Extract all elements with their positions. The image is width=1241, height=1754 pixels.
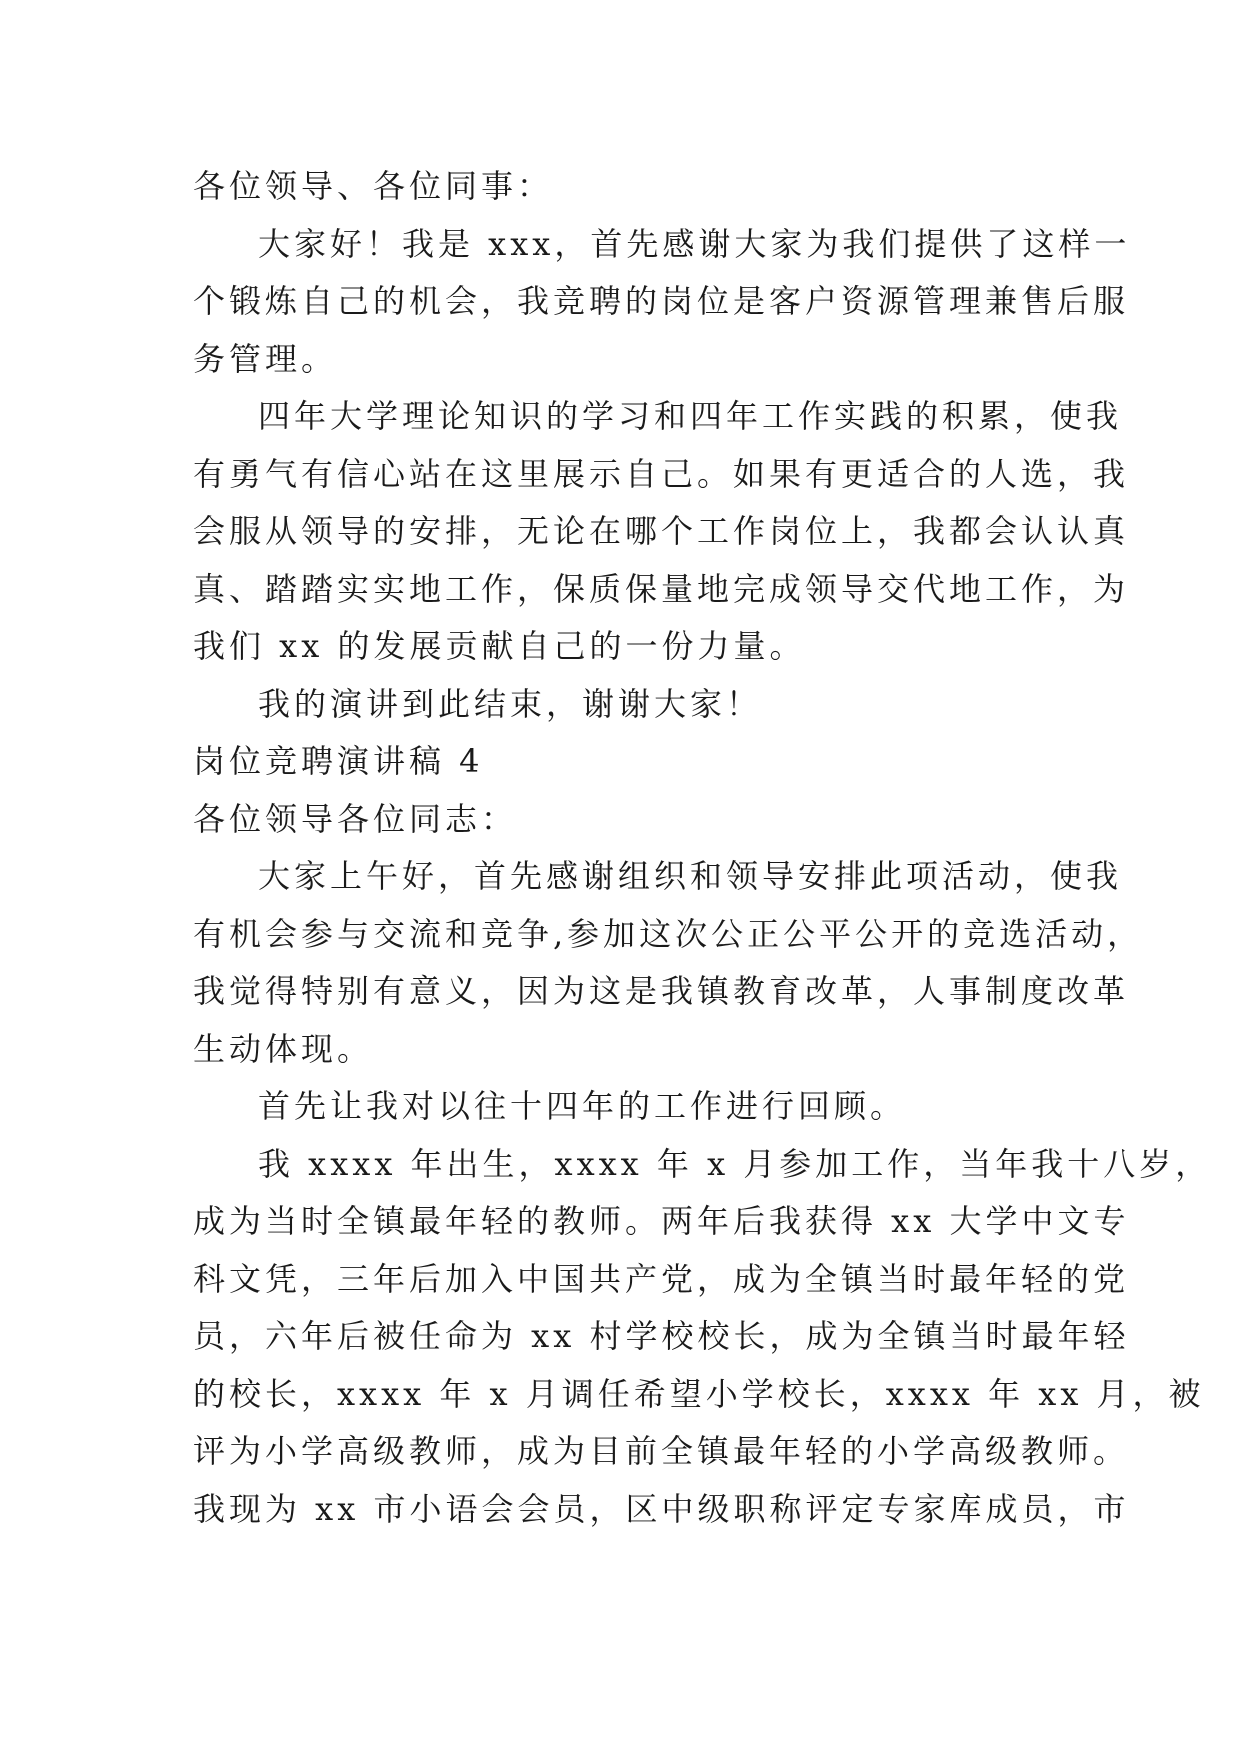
section-title: 岗位竞聘演讲稿 4 [193,742,484,780]
closing-line: 我的演讲到此结束，谢谢大家！ [258,684,763,723]
paragraph-line: 有机会参与交流和竞争,参加这次公正公平公开的竞选活动， [193,914,1144,953]
paragraph-line: 首先让我对以往十四年的工作进行回顾。 [258,1087,907,1125]
paragraph-line: 我们 xx 的发展贡献自己的一份力量。 [193,627,806,665]
paragraph-line: 务管理。 [193,339,338,378]
paragraph-line: 我觉得特别有意义，因为这是我镇教育改革，人事制度改革 [193,972,1130,1010]
paragraph-line: 我现为 xx 市小语会会员，区中级职称评定专家库成员，市 [193,1489,1130,1528]
paragraph-line: 四年大学理论知识的学习和四年工作实践的积累，使我 [258,397,1123,435]
salutation-line: 各位领导、各位同事： [193,167,554,205]
paragraph-line: 员，六年后被任命为 xx 村学校校长，成为全镇当时最年轻 [193,1317,1130,1355]
paragraph-line: 大家上午好，首先感谢组织和领导安排此项活动，使我 [258,857,1123,895]
paragraph-line: 大家好！我是 xxx，首先感谢大家为我们提供了这样一 [258,224,1131,263]
paragraph-line: 科文凭，三年后加入中国共产党，成为全镇当时最年轻的党 [193,1259,1130,1298]
document-body [193,158,1212,1538]
paragraph-line: 我 xxxx 年出生，xxxx 年 x 月参加工作，当年我十八岁， [258,1144,1212,1183]
salutation-line: 各位领导各位同志： [193,799,518,838]
paragraph-line: 的校长，xxxx 年 x 月调任希望小学校长，xxxx 年 xx 月，被 [193,1374,1205,1413]
paragraph-line: 真、踏踏实实地工作，保质保量地完成领导交代地工作，为 [193,569,1130,608]
paragraph-line: 会服从领导的安排，无论在哪个工作岗位上，我都会认认真 [193,512,1130,550]
paragraph-line: 评为小学高级教师，成为目前全镇最年轻的小学高级教师。 [193,1432,1130,1470]
paragraph-line: 生动体现。 [193,1029,374,1068]
paragraph-line: 有勇气有信心站在这里展示自己。如果有更适合的人选，我 [193,454,1130,493]
paragraph-line: 个锻炼自己的机会，我竞聘的岗位是客户资源管理兼售后服 [193,282,1130,320]
paragraph-line: 成为当时全镇最年轻的教师。两年后我获得 xx 大学中文专 [193,1202,1130,1240]
